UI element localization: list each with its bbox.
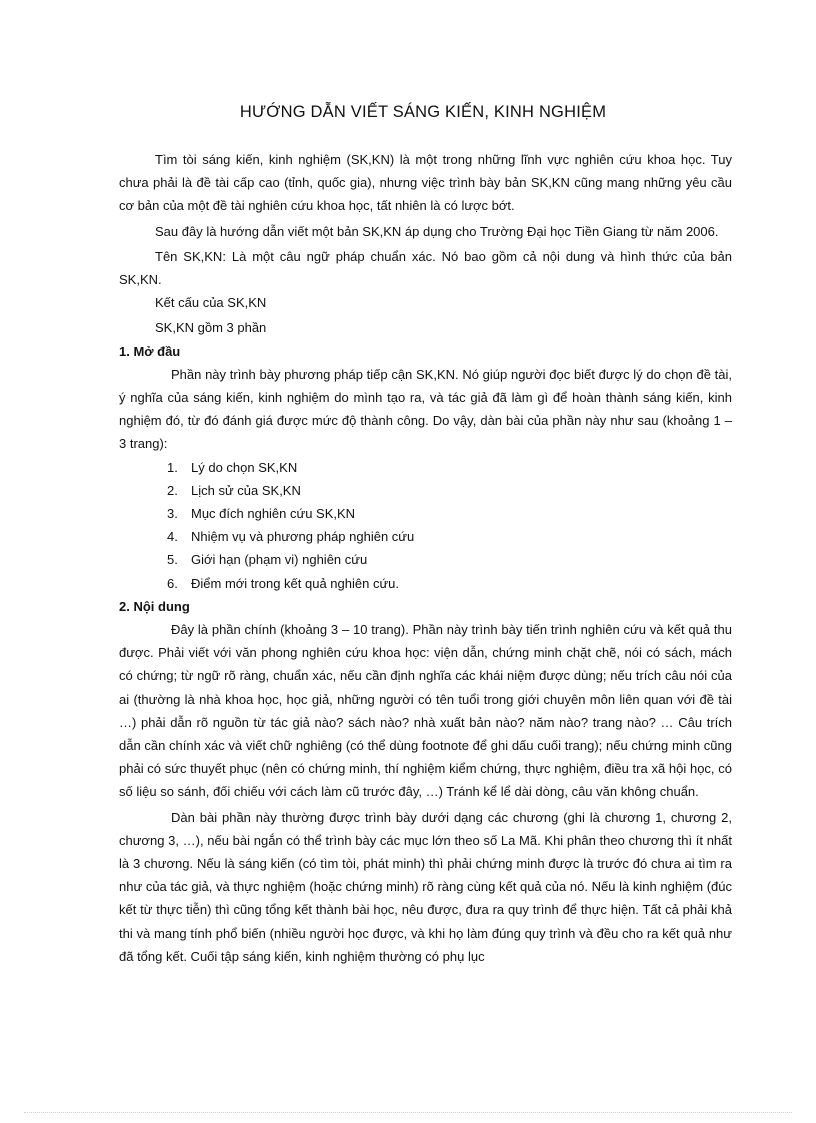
list-item-text: Giới hạn (phạm vi) nghiên cứu	[191, 552, 368, 568]
list-item-number: 4.	[167, 529, 178, 545]
intro-paragraph-1: Tìm tòi sáng kiến, kinh nghiệm (SK,KN) là một trong những lĩnh vực nghiên cứu khoa học. Tuy chưa phải là đề tài cấp cao (tỉnh, quốc gia), nhưng việc trình bày bản SK,KN cũng mang những yêu cầu cơ bản của một đề tài nghiên cứu khoa học, tất nhiên là có lược bớt.	[119, 152, 732, 214]
section-1-outline-list	[119, 456, 732, 595]
list-item-number: 2.	[167, 482, 178, 498]
list-item-text: Mục đích nghiên cứu SK,KN	[191, 506, 356, 522]
list-item	[119, 548, 732, 571]
document-body	[119, 148, 732, 968]
section-2-paragraph-1: Đây là phần chính (khoảng 3 – 10 trang). Phần này trình bày tiến trình nghiên cứu và kết quả thu được. Phải viết với văn phong nghiên cứu khoa học: viện dẫn, chứng minh chặt chẽ, nói có sách, mách có chứng; từ ngữ rõ ràng, chuẩn xác, nếu cần định nghĩa các khái niệm được dùng; nếu trích câu nói của ai (thường là nhà khoa học, học giả, những người có tên tuổi trong giới chuyên môn liên quan với đề tài …) phải dẫn rõ nguồn từ tác giả nào? sách nào? nhà xuất bản nào? năm nào? trang nào? … Câu trích dẫn cần chính xác và viết chữ nghiêng (có thể dùng footnote để ghi dấu cuối trang); nếu chứng minh cũng phải có sức thuyết phục (nên có chứng minh, thí nghiệm kiểm chứng, thực nghiệm, điều tra xã hội học, có số liệu so sánh, đối chiếu với cách làm cũ trước đây, …) Tránh kể lể dài dòng, câu văn không chuẩn.	[119, 621, 732, 800]
intro-paragraph-3: Tên SK,KN: Là một câu ngữ pháp chuẩn xác. Nó bao gồm cả nội dung và hình thức của bản SK,KN.	[119, 248, 732, 288]
parts-line: SK,KN gồm 3 phần	[155, 320, 267, 336]
structure-line: Kết cấu của SK,KN	[155, 295, 267, 311]
list-item-number: 5.	[167, 552, 178, 568]
section-1-paragraph: Phần này trình bày phương pháp tiếp cận SK,KN. Nó giúp người đọc biết được lý do chọn đề tài, ý nghĩa của sáng kiến, kinh nghiệm do mình tạo ra, và tác giả đã làm gì để hoàn thành sáng kiến, kinh nghiệm đó, từ đó đánh giá được mức độ thành công. Do vậy, dàn bài của phần này như sau (khoảng 1 – 3 trang):	[119, 366, 732, 452]
section-2-heading: 2. Nội dung	[119, 598, 190, 614]
section-2-paragraph-2: Dàn bài phần này thường được trình bày dưới dạng các chương (ghi là chương 1, chương 2, chương 3, …), nếu bài ngắn có thể trình bày các mục lớn theo số La Mã. Khi phân theo chương thì ít nhất là 3 chương. Nếu là sáng kiến (có tìm tòi, phát minh) thì phải chứng minh được là trước đó chưa ai tìm ra như của tác giả, và thực nghiệm (hoặc chứng minh) rõ ràng cùng kết quả của nó. Nếu là kinh nghiệm (đúc kết từ thực tiễn) thì cũng tổng kết thành bài học, nêu được, đưa ra quy trình để thực hiện. Tất cả phải khả thi và mang tính phổ biến (nhiều người học được, và khi họ làm đúng quy trình và đều cho ra kết quả như đã tổng kết. Cuối tập sáng kiến, kinh nghiệm thường có phụ lục	[119, 809, 732, 964]
list-item-number: 1.	[167, 459, 178, 475]
page-bottom-divider	[24, 1112, 792, 1113]
list-item-number: 3.	[167, 506, 178, 522]
list-item	[119, 502, 732, 525]
list-item	[119, 479, 732, 502]
list-item-text: Lịch sử của SK,KN	[191, 482, 301, 498]
list-item	[119, 572, 732, 595]
page-title: HƯỚNG DẪN VIẾT SÁNG KIẾN, KINH NGHIỆM	[239, 103, 607, 121]
list-item-number: 6.	[167, 575, 178, 591]
intro-paragraph-2: Sau đây là hướng dẫn viết một bản SK,KN áp dụng cho Trường Đại học Tiền Giang từ năm 2006.	[155, 223, 719, 239]
list-item	[119, 525, 732, 548]
list-item	[119, 456, 732, 479]
list-item-text: Nhiệm vụ và phương pháp nghiên cứu	[191, 529, 415, 545]
section-1-heading: 1. Mở đầu	[119, 343, 181, 359]
list-item-text: Điểm mới trong kết quả nghiên cứu.	[191, 575, 399, 591]
list-item-text: Lý do chọn SK,KN	[191, 459, 298, 475]
